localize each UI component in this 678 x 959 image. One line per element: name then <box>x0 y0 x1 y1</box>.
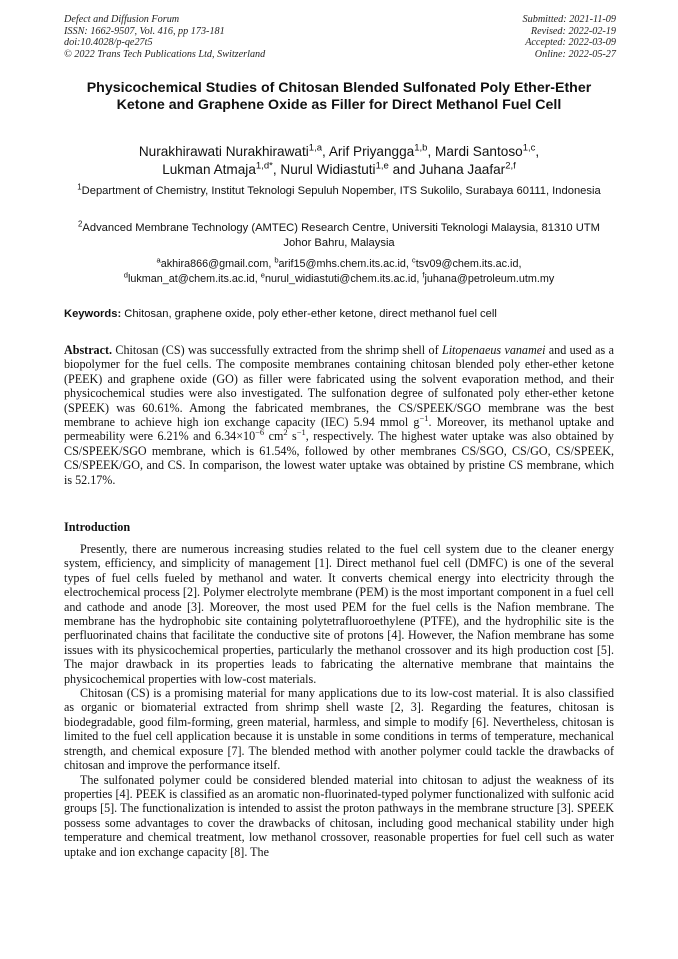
abstract-text: . Moreover, its methanol uptake and permeability were 6.21% and 6.34×10 <box>64 415 614 444</box>
affiliation-text: Advanced Membrane Technology (AMTEC) Research Centre, Universiti Teknologi Malaysia, 81310 UTM Johor Bahru, Malaysia <box>82 222 600 249</box>
author-separator: , <box>427 144 436 159</box>
email-mark: c <box>411 255 416 265</box>
email-mark: f <box>422 269 425 279</box>
affiliation-mark: 1 <box>77 182 82 192</box>
author-name: Juhana Jaafar <box>419 162 506 177</box>
submitted-date: Submitted: 2021-11-09 <box>522 14 616 25</box>
author-name: Nurul Widiastuti <box>280 162 376 177</box>
email-mark: a <box>156 255 161 265</box>
body-paragraph: The sulfonated polymer could be considered blended material into chitosan to adjust the weakness of its properties [4]. PEEK is classified as an aromatic non-fluorinated-typed polymer functionalized with sulfonic acid groups [5]. The functionalization is intended to assist the proton pathways in the membrane structure [3]. SPEEK possess some advantages to cover the drawbacks of chitosan, including good mechanical stability under high temperature and chemical treatment, low methanol crossover, reasonable properties for fuel cell such as water uptake and ion exchange capacity [8]. The <box>64 772 614 859</box>
author-affil-mark: 1,d* <box>255 160 273 172</box>
email-address: arif15@mhs.chem.its.ac.id, <box>278 258 412 270</box>
email-mark: d <box>123 269 128 279</box>
introduction-body <box>64 542 614 859</box>
author-affil-mark: 1,e <box>375 160 389 172</box>
body-paragraph: Chitosan (CS) is a promising material for many applications due to its low-cost material. It is also classified as organic or biomaterial extracted from shrimp shell waste [2, 3]. Regarding the features, chitosan is biodegradable, good film-forming, green material, harmless, and simple to modify [6]. Nevertheless, chitosan is limited to the fuel cell application because it is unstable in some conditions in terms of temperature, mechanical strength, and chemical exposure [7]. The blended method with another polymer could tackle the drawbacks of chitosan and improve the performance itself. <box>64 686 614 773</box>
unit-exponent: −1 <box>419 413 429 423</box>
abstract <box>64 343 614 487</box>
affiliation-mark: 2 <box>78 219 83 229</box>
keywords-text: Chitosan, graphene oxide, poly ether-ether ketone, direct methanol fuel cell <box>121 308 497 320</box>
author-affil-mark: 2,f <box>505 160 516 172</box>
abstract-text: Chitosan (CS) was successfully extracted from the shrimp shell of <box>112 343 442 357</box>
issn-line: ISSN: 1662-9507, Vol. 416, pp 173-181 <box>64 25 225 37</box>
author-affil-mark: 1,a <box>308 142 323 154</box>
email-mark: b <box>274 255 279 265</box>
author-separator: , <box>322 144 329 159</box>
email-address: nurul_widiastuti@chem.its.ac.id, <box>264 272 423 285</box>
abstract-text: , respectively. The highest water uptake was also obtained by CS/SPEEK/SGO membrane, which is 61.54%, followed by other membranes CS/SGO, CS/GO, CS/SPEEK, CS/SPEEK/GO, and CS. In comparison, the lowest water uptake was obtained by pristine CS membrane, which is 52.17%. <box>64 429 614 487</box>
revised-date: Revised: 2022-02-19 <box>530 25 616 37</box>
affiliation-1 <box>64 184 614 199</box>
email-address: tsv09@chem.its.ac.id, <box>415 258 522 270</box>
author-name: Mardi Santoso <box>435 144 523 159</box>
keywords-line <box>64 307 614 321</box>
author-separator: , <box>535 144 540 159</box>
online-date: Online: 2022-05-27 <box>534 48 616 60</box>
journal-header-left <box>64 14 265 60</box>
journal-header-right <box>523 14 616 60</box>
author-separator: , <box>272 162 281 177</box>
abstract-text: and used as a biopolymer for the fuel cells. The composite membranes containing chitosan blended poly ether-ether ketone (PEEK) and graphene oxide (GO) as filler were fabricated using the solvent evaporation method, and their physicochemical studies were also investigated. The sulfonation degree of sulfonated poly ether-ether ketone (SPEEK) was 60.61%. Among the fabricated membranes, the CS/SPEEK/SGO membrane was the best membrane to achieve high ion exchange capacity (IEC) 5.94 mmol g <box>64 343 614 430</box>
unit-exponent: −6 <box>255 427 265 438</box>
body-paragraph: Presently, there are numerous increasing studies related to the fuel cell system due to the cleaner energy system, efficiency, and simplicity of management [1]. Direct methanol fuel cell (DMFC) is one of the several types of fuel cells fueled by methanol and water. It converts chemical energy into electricity through the electrochemical process [2]. Polymer electrolyte membrane (PEM) is the most important component in a fuel cell and cathode and anode [3]. Moreover, the most used PEM for the fuel cells is the Nafion membrane. The membrane has the hydrophobic site containing polytetrafluoroethylene (PTFE), and the hydrophilic site is the perfluorinated chains that facilitate the conductive site of protons [4]. However, the Nafion membrane has some issues with its physicochemical properties, particularly the methanol crossover and its high production cost [5]. The major drawback in its properties leads to fabricating the alternative membrane that maintains the physicochemical properties with low-cost materials. <box>64 542 614 686</box>
author-affil-mark: 1,b <box>414 142 428 154</box>
email-address: akhira866@gmail.com, <box>160 258 275 270</box>
author-affil-mark: 1,c <box>522 142 536 154</box>
unit-exponent: 2 <box>283 427 288 438</box>
author-emails <box>64 257 614 286</box>
author-name: Nurakhirawati Nurakhirawati <box>138 144 309 159</box>
affiliation-2 <box>64 221 614 251</box>
abstract-text: s <box>287 429 297 444</box>
email-address: juhana@petroleum.utm.my <box>424 272 555 285</box>
author-name: Arif Priyangga <box>328 144 415 159</box>
affiliation-text: Department of Chemistry, Institut Teknologi Sepuluh Nopember, ITS Sukolilo, Surabaya 60111, Indonesia <box>81 185 601 197</box>
abstract-text: cm <box>264 429 284 444</box>
unit-exponent: −1 <box>296 427 306 438</box>
species-name: Litopenaeus vanamei <box>441 343 546 357</box>
copyright-line: © 2022 Trans Tech Publications Ltd, Switzerland <box>64 48 266 60</box>
doi-line: doi:10.4028/p-qe27t5 <box>64 37 153 48</box>
author-name: Lukman Atmaja <box>162 162 256 177</box>
section-heading-introduction: Introduction <box>64 520 131 534</box>
accepted-date: Accepted: 2022-03-09 <box>525 37 616 48</box>
email-address: lukman_at@chem.its.ac.id, <box>127 272 261 285</box>
author-separator: and <box>388 162 420 177</box>
email-mark: e <box>260 269 265 279</box>
abstract-label: Abstract. <box>64 343 113 357</box>
keywords-label: Keywords: <box>64 308 122 320</box>
paper-title: Physicochemical Studies of Chitosan Blended Sulfonated Poly Ether-Ether Ketone and Graphene Oxide as Filler for Direct Methanol Fuel Cell <box>86 80 592 113</box>
journal-name: Defect and Diffusion Forum <box>64 14 180 25</box>
author-list <box>64 143 614 179</box>
